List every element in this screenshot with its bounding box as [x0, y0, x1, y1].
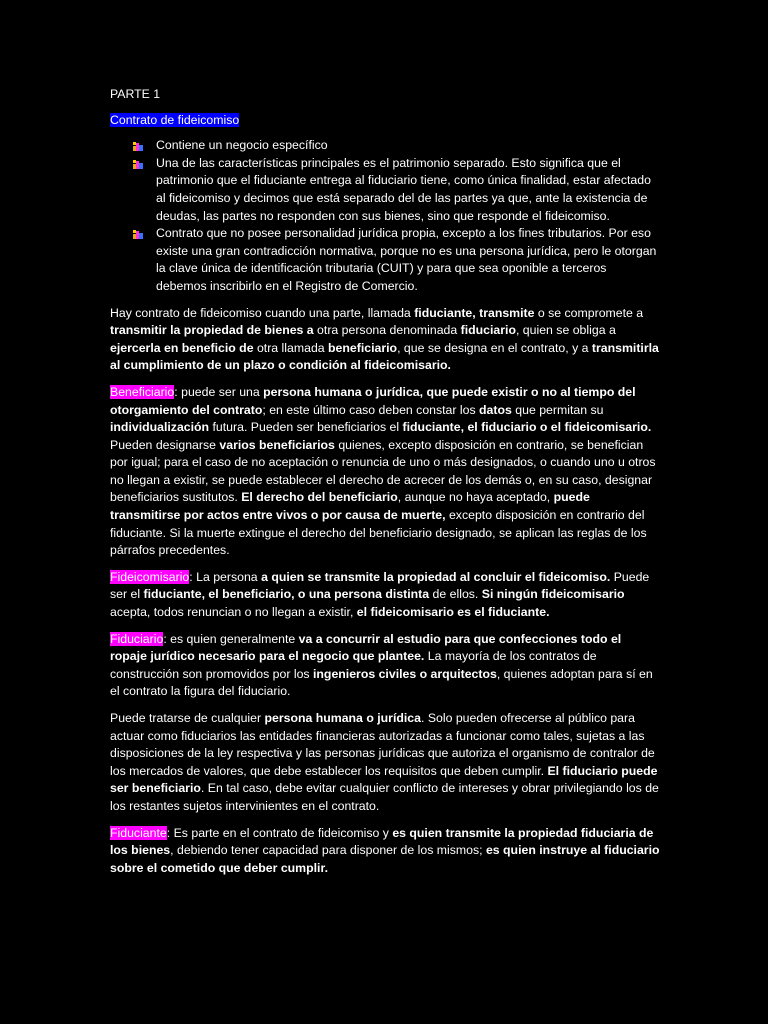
highlighted-term: Fideicomisario — [110, 569, 190, 584]
colored-squares-bullet-icon — [133, 230, 143, 239]
body-paragraphs — [110, 305, 660, 878]
bold-text: ingenieros civiles o arquitectos — [313, 666, 497, 681]
bullet-item — [110, 225, 660, 295]
bold-text: fiduciante, transmite — [414, 305, 535, 320]
bold-text: ejercerla en beneficio de — [110, 340, 254, 355]
bold-text: fiduciante, el beneficiario, o una persona distinta — [143, 587, 430, 602]
text-run: que permitan su — [511, 402, 604, 417]
bold-text: fiduciario — [460, 323, 516, 338]
colored-squares-bullet-icon — [133, 160, 143, 169]
bold-text: datos — [479, 402, 512, 417]
bullet-item — [110, 137, 660, 155]
part-heading: PARTE 1 — [110, 87, 161, 101]
bullet-item — [110, 155, 660, 225]
text-run: : puede ser una — [174, 384, 264, 399]
text-run: Puede tratarse de cualquier — [110, 711, 265, 725]
body-paragraph — [110, 710, 660, 816]
document-page — [110, 86, 660, 886]
text-run: otra persona denominada — [313, 323, 461, 338]
text-run: ; en este último caso deben constar los — [262, 402, 480, 417]
bold-text: Si ningún fideicomisario — [481, 587, 625, 602]
text-run: . Solo pueden ofrecerse al público para actuar como fiduciarios las entidades financieras autorizadas a funcionar como tales, sujetas a las disposiciones de la ley respectiva y las personas jurídicas que autoriza el organismo de contralor de los mercados de valores, que debe establecer los requisitos que deben cumplir. — [110, 711, 655, 778]
text-run: , que se designa en el contrato, y a — [397, 340, 592, 355]
body-paragraph — [110, 631, 660, 701]
bold-text: el fideicomisario es el fiduciante. — [356, 605, 550, 620]
text-run: acepta, todos renuncian o no llegan a existir, — [110, 605, 357, 620]
text-run: futura. Pueden ser beneficiarios el — [209, 420, 403, 435]
bold-text: es quien transmite la propiedad fiduciaria de los bienes — [110, 825, 654, 858]
bold-text: beneficiario — [328, 340, 398, 355]
body-paragraph — [110, 384, 660, 560]
text-run: Puede ser el — [110, 569, 650, 602]
bold-text: puede transmitirse por actos entre vivos o por causa de muerte, — [110, 490, 590, 523]
text-run: , debiendo tener capacidad para disponer de los mismos; — [170, 843, 486, 858]
text-run: La mayoría de los contratos de construcción son promovidos por los — [110, 649, 597, 681]
bold-text: persona humana o jurídica, que puede existir o no al tiempo del otorgamiento del contrato — [110, 384, 636, 417]
text-run: o se compromete a — [534, 305, 644, 320]
bold-text: transmitirla al cumplimiento de un plazo o condición al fideicomisario. — [110, 340, 659, 373]
text-run: , aunque no haya aceptado, — [397, 490, 554, 505]
text-run: Hay contrato de fideicomiso cuando una parte, llamada — [110, 305, 415, 320]
bullet-text: Contrato que no posee personalidad jurídica propia, excepto a los fines tributarios. Por eso existe una gran contradicción normativa, porque no es una persona jurídica, pero le otorgan la clave única de identificación tributaria (CUIT) y para que sea oponible a terceros debemos inscribirlo en el Registro de Comercio. — [156, 226, 657, 293]
highlighted-term: Beneficiario — [110, 384, 175, 399]
section-title-line — [110, 112, 660, 130]
text-run: : es quien generalmente — [163, 631, 299, 646]
bold-text: transmitir la propiedad de bienes a — [110, 323, 314, 338]
bullet-text: Una de las características principales es el patrimonio separado. Esto significa que el patrimonio que el fiduciante entrega al fiduciario tiene, como única finalidad, estar afectado al fideicomiso y decimos que está separado del de las partes ya que, ante la existencia de deudas, las partes no responden con sus bienes, sino que responde el fideicomiso. — [156, 155, 651, 223]
features-bullet-list — [110, 137, 660, 295]
bold-text: fiduciante, el fiduciario o el fideicomisario. — [402, 420, 652, 435]
text-run: : La persona — [189, 569, 262, 584]
section-title: Contrato de fideicomiso — [110, 112, 240, 127]
text-run: Pueden designarse — [110, 437, 220, 452]
bold-text: individualización — [110, 420, 210, 435]
text-run: . En tal caso, debe evitar cualquier conflicto de intereses y obrar privilegiando los de los restantes sujetos intervinientes en el contrato. — [110, 781, 659, 813]
bold-text: El fiduciario puede ser beneficiario — [110, 763, 658, 796]
bullet-text: Contiene un negocio específico — [156, 138, 328, 153]
text-run: , quienes adoptan para sí en el contrato la figura del fiduciario. — [110, 666, 653, 699]
text-run: : Es parte en el contrato de fideicomiso y — [166, 825, 393, 840]
bold-text: El derecho del beneficiario — [241, 490, 398, 505]
bold-text: varios beneficiarios — [219, 437, 335, 452]
bold-text: es quien instruye al fiduciario sobre el cometido que deber cumplir. — [110, 843, 660, 875]
bold-text: va a concurrir al estudio para que confecciones todo el ropaje jurídico necesario para el negocio que plantee. — [110, 631, 622, 664]
body-paragraph — [110, 569, 660, 622]
body-paragraph — [110, 305, 660, 375]
highlighted-term: Fiduciario — [110, 631, 164, 646]
bold-text: a quien se transmite la propiedad al concluir el fideicomiso. — [261, 569, 611, 584]
text-run: quienes, excepto disposición en contrario, se benefician por igual; para el caso de no aceptación o renuncia de uno o más designados, o cuando uno u otros no llegan a existir, se puede establecer el derecho de acrecer de los demás o, en su caso, designar beneficiarios sustitutos. — [110, 437, 656, 505]
text-run: , quien se obliga a — [515, 323, 616, 338]
text-run: de ellos. — [429, 587, 482, 602]
body-paragraph — [110, 825, 660, 878]
colored-squares-bullet-icon — [133, 142, 143, 151]
bold-text: persona humana o jurídica — [264, 711, 421, 725]
text-run: excepto disposición en contrario del fiduciante. Si la muerte extingue el derecho del beneficiario designado, se aplican las reglas de los párrafos precedentes. — [110, 508, 647, 558]
text-run: otra llamada — [253, 340, 329, 355]
highlighted-term: Fiduciante — [110, 825, 167, 840]
